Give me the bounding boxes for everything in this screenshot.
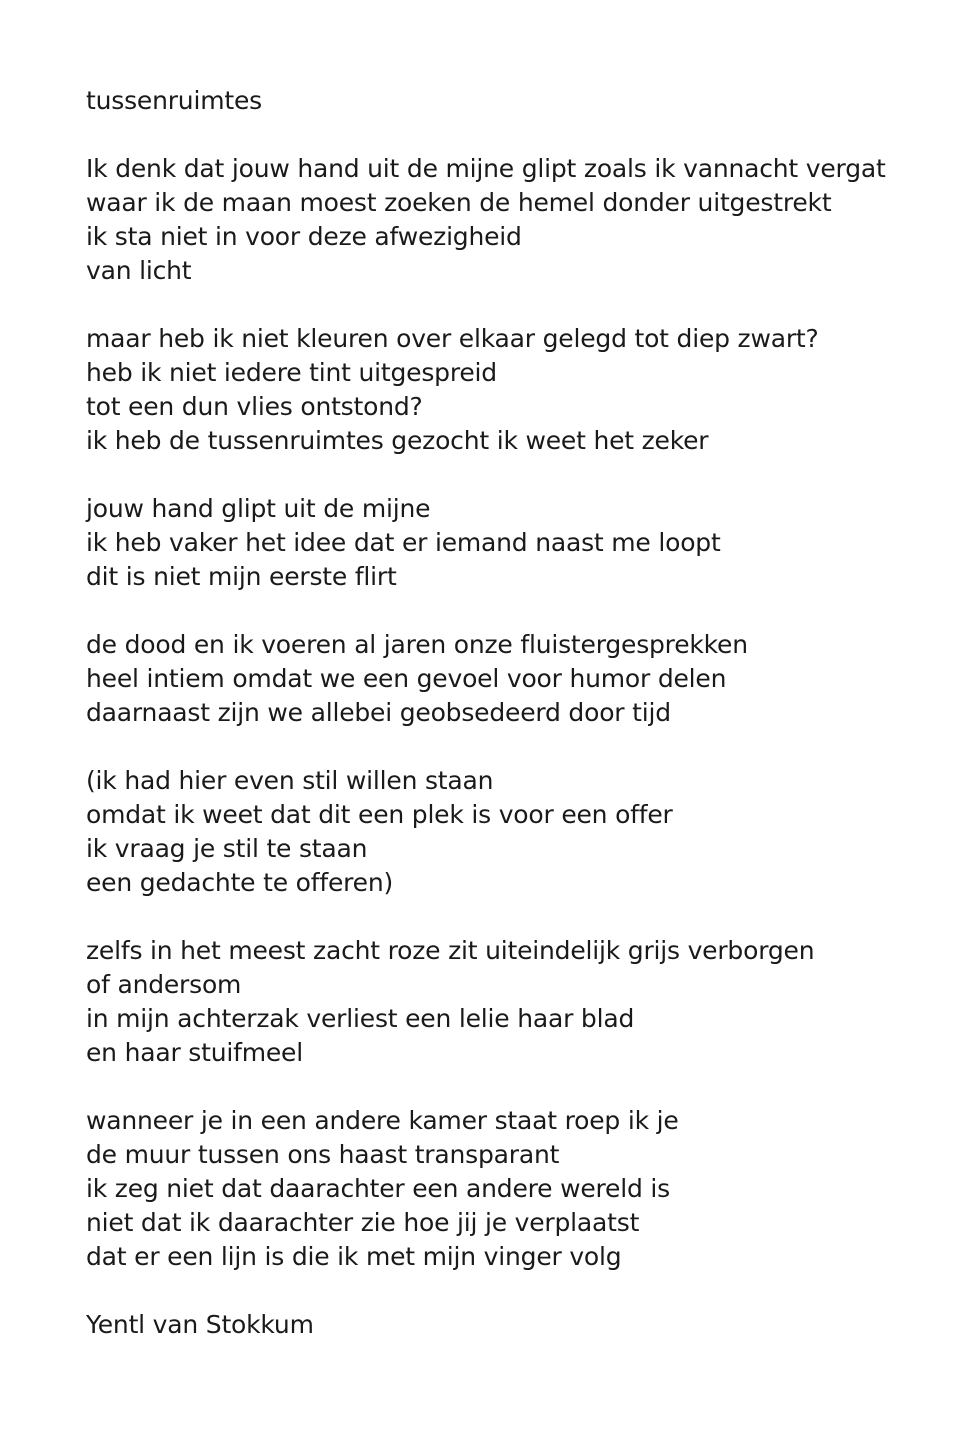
poem-line: zelfs in het meest zacht roze zit uiteindelijk grijs verborgen	[86, 936, 815, 965]
poem-line: ik sta niet in voor deze afwezigheid	[86, 222, 522, 251]
poem-line: maar heb ik niet kleuren over elkaar gelegd tot diep zwart?	[86, 324, 819, 353]
poem-line: ik heb de tussenruimtes gezocht ik weet het zeker	[86, 426, 709, 455]
poem-line: Ik denk dat jouw hand uit de mijne glipt zoals ik vannacht vergat	[86, 154, 886, 183]
poem-line: de dood en ik voeren al jaren onze fluistergesprekken	[86, 630, 748, 659]
poem-line: heel intiem omdat we een gevoel voor humor delen	[86, 664, 727, 693]
poem-author: Yentl van Stokkum	[86, 1310, 314, 1339]
poem-line: daarnaast zijn we allebei geobsedeerd door tijd	[86, 698, 671, 727]
poem-line: niet dat ik daarachter zie hoe jij je verplaatst	[86, 1208, 640, 1237]
poem-line: een gedachte te offeren)	[86, 868, 394, 897]
poem-title: tussenruimtes	[86, 86, 262, 115]
poem-line: heb ik niet iedere tint uitgespreid	[86, 358, 497, 387]
poem-line: dit is niet mijn eerste flirt	[86, 562, 397, 591]
poem-line: van licht	[86, 256, 192, 285]
poem-line: dat er een lijn is die ik met mijn vinger volg	[86, 1242, 622, 1271]
poem-line: de muur tussen ons haast transparant	[86, 1140, 560, 1169]
stanza-5	[86, 764, 946, 900]
stanza-6	[86, 934, 946, 1070]
poem-line: ik zeg niet dat daarachter een andere wereld is	[86, 1174, 670, 1203]
poem-line: tot een dun vlies ontstond?	[86, 392, 423, 421]
poem-line: of andersom	[86, 970, 242, 999]
poem-line: waar ik de maan moest zoeken de hemel donder uitgestrekt	[86, 188, 832, 217]
stanza-4	[86, 628, 946, 730]
poem-line: (ik had hier even stil willen staan	[86, 766, 494, 795]
poem-line: en haar stuifmeel	[86, 1038, 303, 1067]
poem-line: in mijn achterzak verliest een lelie haar blad	[86, 1004, 635, 1033]
stanza-7	[86, 1104, 946, 1274]
poem-line: wanneer je in een andere kamer staat roep ik je	[86, 1106, 679, 1135]
poem-page	[86, 84, 946, 1342]
poem-line: jouw hand glipt uit de mijne	[86, 494, 431, 523]
stanza-1	[86, 152, 946, 288]
stanza-2	[86, 322, 946, 458]
stanza-3	[86, 492, 946, 594]
poem-line: ik vraag je stil te staan	[86, 834, 368, 863]
poem-line: ik heb vaker het idee dat er iemand naast me loopt	[86, 528, 721, 557]
poem-line: omdat ik weet dat dit een plek is voor een offer	[86, 800, 673, 829]
